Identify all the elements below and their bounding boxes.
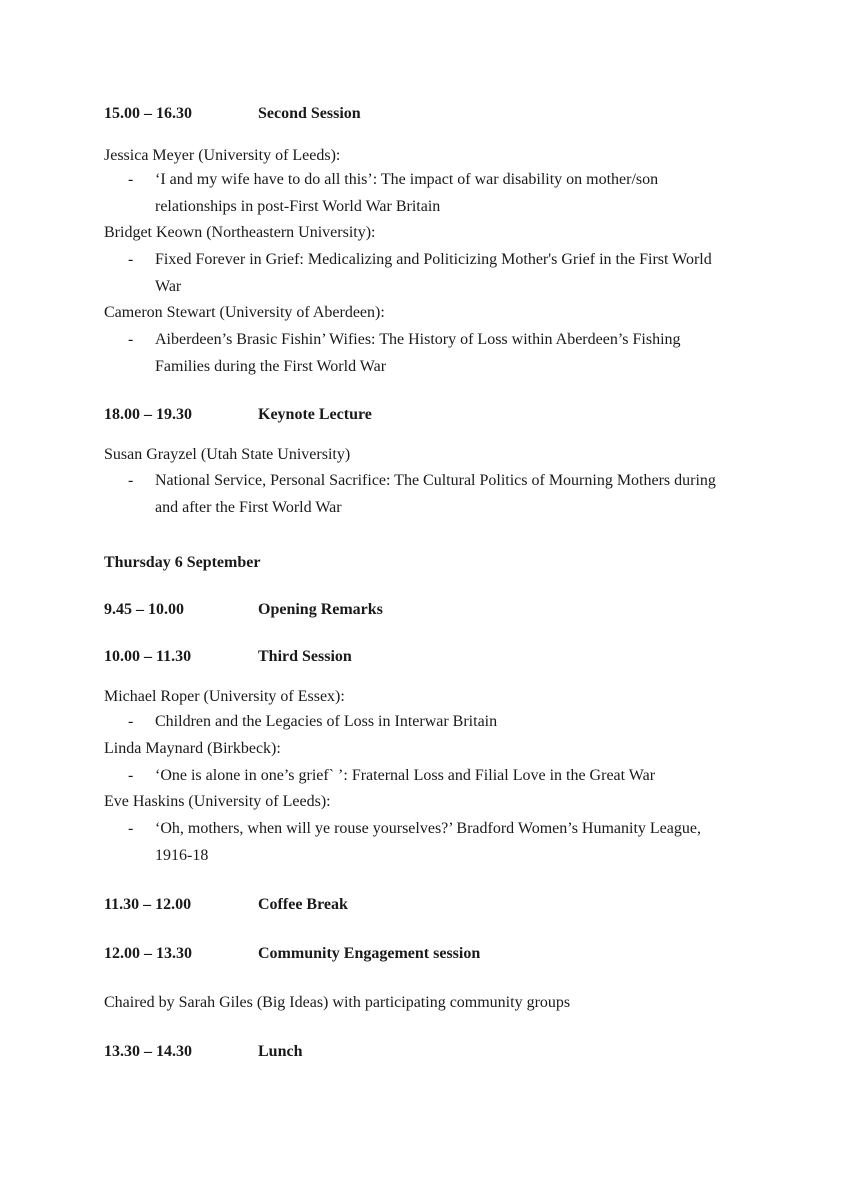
talk-title-line: ‘Oh, mothers, when will ye rouse yourselves?’ Bradford Women’s Humanity League, [155, 820, 701, 837]
talk-title-line: 1916-18 [155, 847, 209, 864]
speaker-name: Eve Haskins (University of Leeds): [104, 793, 331, 810]
session-title: Third Session [258, 648, 352, 665]
session-note: Chaired by Sarah Giles (Big Ideas) with participating community groups [104, 994, 571, 1011]
session-time: 13.30 – 14.30 [104, 1043, 192, 1060]
talk-title-line: ‘One is alone in one’s grief` ’: Fraternal Loss and Filial Love in the Great War [155, 767, 656, 784]
talk-title-line: Aiberdeen’s Brasic Fishin’ Wifies: The History of Loss within Aberdeen’s Fishing [155, 331, 681, 348]
talk-title-line: Children and the Legacies of Loss in Interwar Britain [155, 713, 498, 730]
talk-title-line: relationships in post-First World War Britain [155, 198, 441, 215]
bullet-dash: - [128, 331, 134, 348]
bullet-dash: - [128, 767, 134, 784]
talk-title-line: and after the First World War [155, 499, 342, 516]
session-title: Coffee Break [258, 896, 348, 913]
session-time: 11.30 – 12.00 [104, 896, 192, 913]
session-time: 18.00 – 19.30 [104, 406, 192, 423]
talk-title-line: Families during the First World War [155, 358, 387, 375]
bullet-dash: - [128, 472, 134, 489]
session-time: 9.45 – 10.00 [104, 601, 184, 618]
bullet-dash: - [128, 820, 134, 837]
speaker-name: Michael Roper (University of Essex): [104, 688, 345, 705]
session-title: Community Engagement session [258, 945, 481, 962]
session-title: Keynote Lecture [258, 406, 372, 423]
talk-title-line: Fixed Forever in Grief: Medicalizing and Politicizing Mother's Grief in the First World [155, 251, 712, 268]
speaker-name: Cameron Stewart (University of Aberdeen): [104, 304, 385, 321]
session-title: Lunch [258, 1043, 303, 1060]
speaker-name: Bridget Keown (Northeastern University): [104, 224, 376, 241]
speaker-name: Susan Grayzel (Utah State University) [104, 446, 351, 463]
bullet-dash: - [128, 713, 134, 730]
session-title: Opening Remarks [258, 601, 383, 618]
speaker-name: Jessica Meyer (University of Leeds): [104, 147, 341, 164]
session-time: 10.00 – 11.30 [104, 648, 192, 665]
talk-title-line: National Service, Personal Sacrifice: The Cultural Politics of Mourning Mothers during [155, 472, 716, 489]
talk-title-line: War [155, 278, 182, 295]
speaker-name: Linda Maynard (Birkbeck): [104, 740, 281, 757]
session-time: 15.00 – 16.30 [104, 105, 192, 122]
day-heading: Thursday 6 September [104, 554, 261, 571]
talk-title-line: ‘I and my wife have to do all this’: The impact of war disability on mother/son [155, 171, 659, 188]
session-title: Second Session [258, 105, 361, 122]
session-time: 12.00 – 13.30 [104, 945, 192, 962]
bullet-dash: - [128, 251, 134, 268]
bullet-dash: - [128, 171, 134, 188]
